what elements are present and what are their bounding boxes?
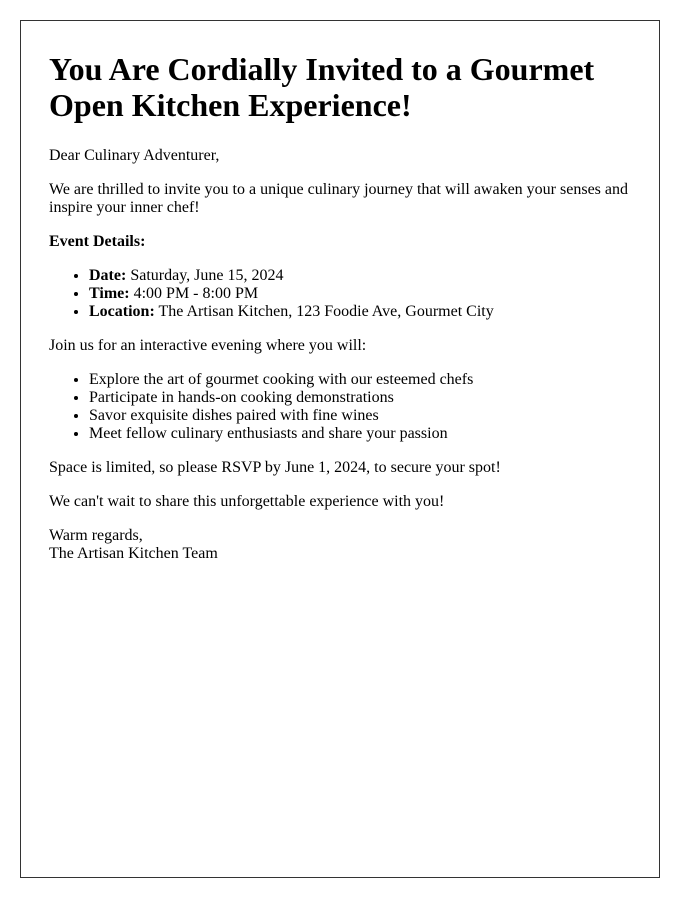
event-details-list [49, 267, 631, 321]
closing-paragraph: We can't wait to share this unforgettable experience with you! [49, 493, 445, 510]
rsvp-paragraph: Space is limited, so please RSVP by June 1, 2024, to secure your spot! [49, 459, 501, 476]
event-detail-location [89, 303, 631, 321]
signoff: Warm regards, [49, 527, 143, 544]
event-detail-value: The Artisan Kitchen, 123 Foodie Ave, Gourmet City [154, 303, 494, 320]
activities-intro: Join us for an interactive evening where you will: [49, 337, 367, 354]
greeting: Dear Culinary Adventurer, [49, 147, 220, 164]
page-title: You Are Cordially Invited to a Gourmet Open Kitchen Experience! [49, 51, 595, 123]
event-details-heading [49, 233, 631, 251]
event-detail-date [89, 267, 631, 285]
list-item: • Explore the art of gourmet cooking with our esteemed chefs [89, 371, 631, 389]
intro-paragraph: We are thrilled to invite you to a unique culinary journey that will awaken your senses and inspire your inner chef! [49, 181, 628, 216]
signature: The Artisan Kitchen Team [49, 545, 218, 562]
event-detail-label: Location: [89, 303, 155, 320]
list-item: • Participate in hands-on cooking demonstrations [89, 389, 631, 407]
list-item: • Savor exquisite dishes paired with fine wines [89, 407, 631, 425]
signature-block [49, 527, 631, 563]
list-item: • Meet fellow culinary enthusiasts and share your passion [89, 425, 631, 443]
event-detail-time [89, 285, 631, 303]
event-detail-label: Date: [89, 267, 127, 284]
invitation-letter [20, 20, 660, 878]
event-detail-value: 4:00 PM - 8:00 PM [129, 285, 259, 302]
event-details-heading-text: Event Details: [49, 233, 146, 250]
event-detail-value: Saturday, June 15, 2024 [126, 267, 284, 284]
activities-list [49, 371, 631, 443]
event-detail-label: Time: [89, 285, 130, 302]
